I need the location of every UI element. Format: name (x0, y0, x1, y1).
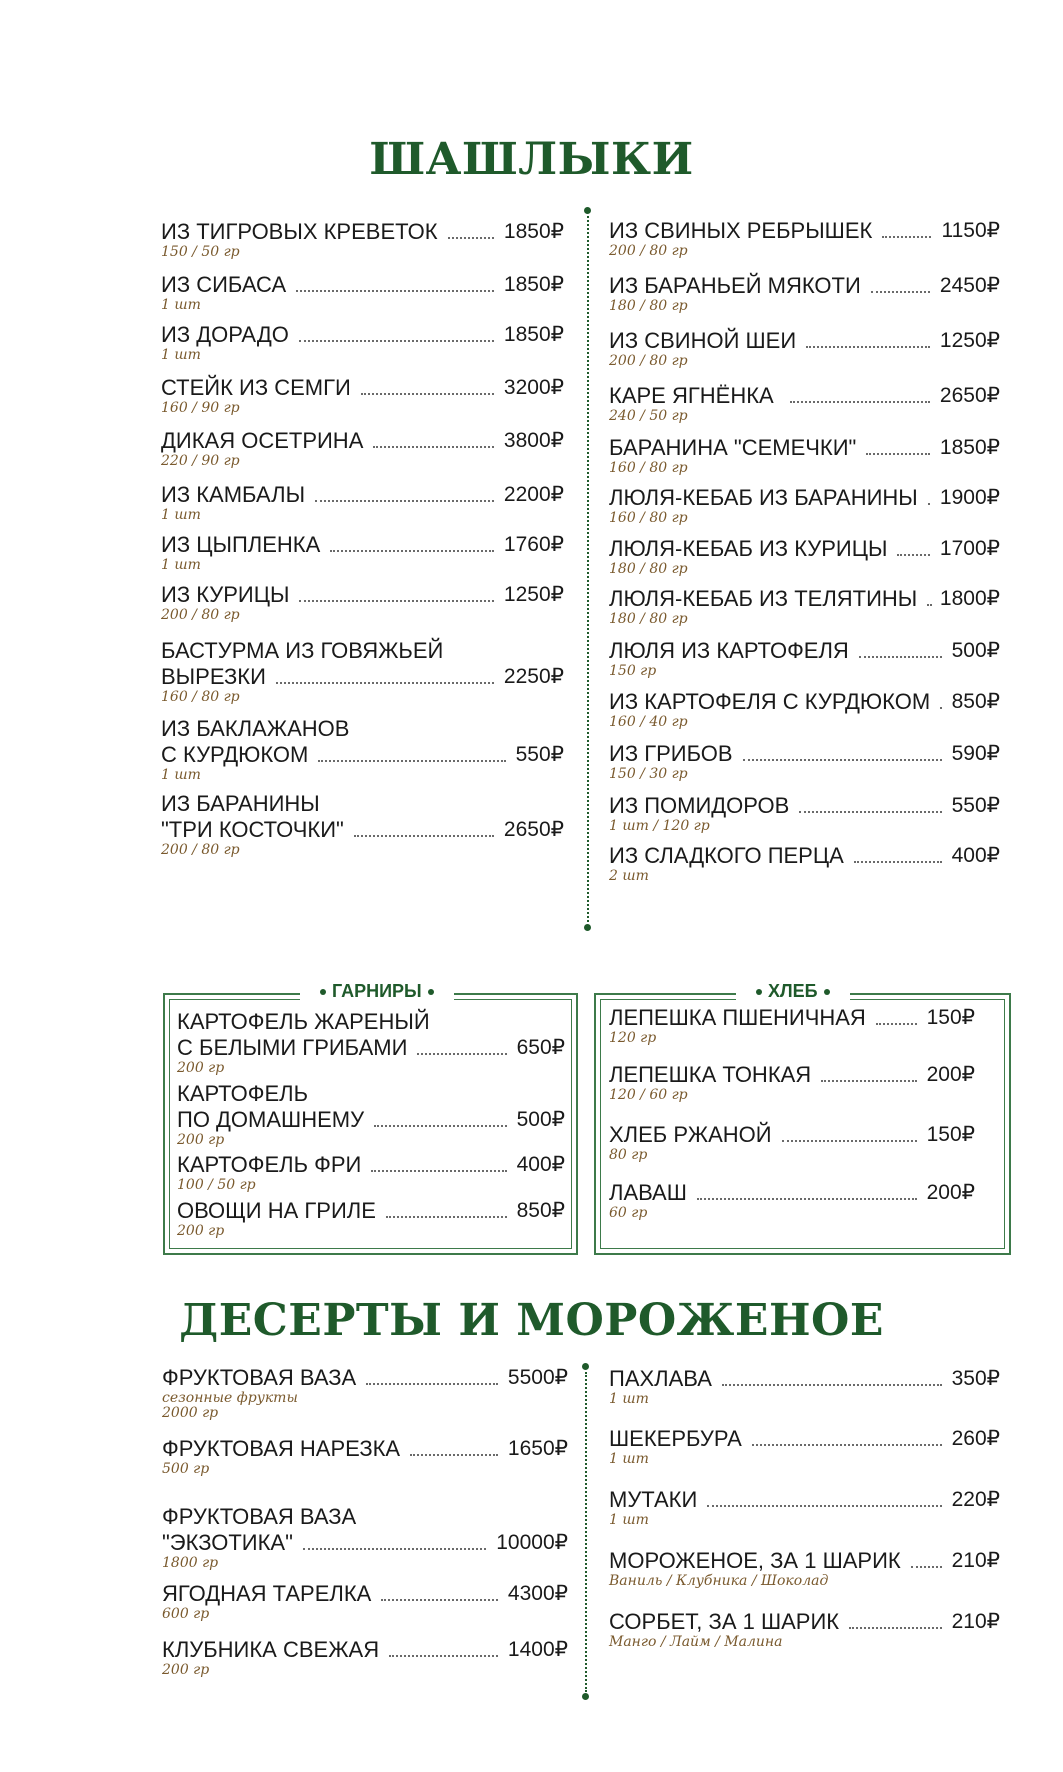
menu-item-price: 200₽ (926, 1063, 975, 1086)
menu-item-weight: 150 / 50 гр (161, 244, 240, 260)
menu-item-name: ПАХЛАВА (609, 1366, 712, 1391)
menu-item-weight: 150 / 30 гр (609, 766, 688, 782)
menu-item-price: 1850₽ (503, 273, 564, 296)
column-divider-deserty (585, 1372, 587, 1692)
menu-item-name: БАРАНИНА "СЕМЕЧКИ" (609, 435, 857, 460)
menu-item-price: 1250₽ (939, 329, 1000, 352)
menu-item-weight: 160 / 80 гр (609, 510, 688, 526)
menu-item-price: 1760₽ (503, 533, 564, 556)
menu-item-price: 400₽ (516, 1153, 565, 1176)
menu-item-name: ЯГОДНАЯ ТАРЕЛКА (162, 1581, 372, 1606)
menu-item-weight: 2 шт (609, 868, 649, 884)
menu-item-weight: 1 шт / 120 гр (609, 818, 710, 834)
menu-item-price: 400₽ (951, 844, 1000, 867)
menu-item-leader-dots (722, 1384, 942, 1386)
menu-item-price: 2450₽ (939, 274, 1000, 297)
menu-item-leader-dots (790, 401, 930, 403)
menu-item-price: 260₽ (951, 1427, 1000, 1450)
menu-item-name: ИЗ ДОРАДО (161, 322, 289, 347)
menu-item-price: 650₽ (516, 1036, 565, 1059)
menu-item-price: 2650₽ (939, 384, 1000, 407)
menu-item-leader-dots (697, 1198, 917, 1200)
menu-item-weight: 120 гр (609, 1030, 657, 1046)
menu-item-leader-dots (354, 835, 494, 837)
menu-item-name: ИЗ БАРАНЬЕЙ МЯКОТИ (609, 273, 861, 298)
menu-item-weight: 200 / 80 гр (161, 842, 240, 858)
menu-item-price: 150₽ (926, 1123, 975, 1146)
menu-item-name: ХЛЕБ РЖАНОЙ (609, 1122, 772, 1147)
menu-item-leader-dots (386, 1216, 507, 1218)
menu-item-name: ОВОЩИ НА ГРИЛЕ (177, 1198, 376, 1223)
menu-item-leader-dots (276, 682, 494, 684)
menu-item-weight: 1 шт (161, 347, 201, 363)
menu-item-price: 2200₽ (503, 483, 564, 506)
menu-item-leader-dots (410, 1454, 498, 1456)
menu-item-price: 2250₽ (503, 665, 564, 688)
menu-item-name-line1: КАРТОФЕЛЬ ЖАРЕНЫЙ (177, 1009, 430, 1034)
menu-item-price: 1850₽ (503, 323, 564, 346)
menu-item-name: ИЗ ТИГРОВЫХ КРЕВЕТОК (161, 219, 438, 244)
heading-dot (756, 989, 762, 995)
menu-item-name: "ТРИ КОСТОЧКИ" (161, 817, 344, 842)
menu-item-leader-dots (318, 760, 505, 762)
menu-item-weight: 220 / 90 гр (161, 453, 240, 469)
menu-item-name: МОРОЖЕНОЕ, ЗА 1 ШАРИК (609, 1548, 901, 1573)
menu-item-leader-dots (448, 237, 494, 239)
menu-item-weight: 200 гр (162, 1662, 210, 1678)
menu-item-weight: 600 гр (162, 1606, 210, 1622)
menu-item-name-line1: КАРТОФЕЛЬ (177, 1081, 309, 1106)
menu-item-leader-dots (882, 236, 931, 238)
menu-item-weight: 200 гр (177, 1060, 225, 1076)
menu-item-leader-dots (871, 291, 930, 293)
menu-item-leader-dots (381, 1599, 498, 1601)
menu-item-leader-dots (806, 346, 930, 348)
menu-item-price: 850₽ (951, 690, 1000, 713)
menu-item-price: 1700₽ (939, 537, 1000, 560)
menu-item-leader-dots (752, 1444, 942, 1446)
menu-item-leader-dots (743, 759, 942, 761)
section-title-shashlyki: ШАШЛЫКИ (369, 134, 694, 185)
menu-item-name: ВЫРЕЗКИ (161, 664, 266, 689)
menu-item-weight: 200 / 80 гр (609, 243, 688, 259)
menu-item-leader-dots (911, 1566, 942, 1568)
menu-item-leader-dots (296, 290, 494, 292)
menu-item-name: ПО ДОМАШНЕМУ (177, 1107, 365, 1132)
menu-item-price: 500₽ (516, 1108, 565, 1131)
menu-item-weight: 160 / 80 гр (609, 460, 688, 476)
menu-item-weight: 180 / 80 гр (609, 561, 688, 577)
menu-item-price: 850₽ (516, 1199, 565, 1222)
menu-item-name: ДИКАЯ ОСЕТРИНА (161, 428, 364, 453)
menu-item-name-line1: ИЗ БАРАНИНЫ (161, 791, 320, 816)
menu-item-leader-dots (854, 861, 942, 863)
menu-item-price: 350₽ (951, 1367, 1000, 1390)
menu-item-leader-dots (371, 1170, 506, 1172)
menu-item-leader-dots (799, 811, 941, 813)
menu-item-leader-dots (389, 1655, 498, 1657)
menu-item-name: ИЗ СЛАДКОГО ПЕРЦА (609, 843, 844, 868)
heading-dot (824, 989, 830, 995)
menu-item-name: СТЕЙК ИЗ СЕМГИ (161, 375, 351, 400)
menu-item-price: 1850₽ (939, 436, 1000, 459)
menu-item-leader-dots (707, 1505, 941, 1507)
menu-item-weight: 240 / 50 гр (609, 408, 688, 424)
menu-item-name: КАРЕ ЯГНЁНКА (609, 383, 774, 408)
menu-item-weight: 1 шт (161, 767, 201, 783)
menu-item-weight-extra: 2000 гр (162, 1405, 219, 1421)
menu-item-leader-dots (876, 1023, 917, 1025)
menu-item-leader-dots (373, 446, 494, 448)
menu-item-name-line1: ИЗ БАКЛАЖАНОВ (161, 716, 350, 741)
menu-item-weight: 160 / 90 гр (161, 400, 240, 416)
menu-item-name: ЛЮЛЯ-КЕБАБ ИЗ КУРИЦЫ (609, 536, 888, 561)
menu-item-price: 590₽ (951, 742, 1000, 765)
heading-dot (320, 989, 326, 995)
menu-item-name-line1: БАСТУРМА ИЗ ГОВЯЖЬЕЙ (161, 638, 444, 663)
section-title-deserty: ДЕСЕРТЫ И МОРОЖЕНОЕ (179, 1295, 884, 1346)
menu-item-price: 550₽ (515, 743, 564, 766)
menu-item-weight: Ваниль / Клубника / Шоколад (609, 1573, 829, 1589)
menu-item-name: МУТАКИ (609, 1487, 698, 1512)
menu-item-price: 210₽ (951, 1610, 1000, 1633)
menu-item-price: 3800₽ (503, 429, 564, 452)
menu-item-name: ФРУКТОВАЯ НАРЕЗКА (162, 1436, 401, 1461)
menu-item-weight: 160 / 80 гр (161, 689, 240, 705)
menu-item-name: ИЗ КУРИЦЫ (161, 582, 290, 607)
menu-item-name: ЛЮЛЯ-КЕБАБ ИЗ ТЕЛЯТИНЫ (609, 586, 918, 611)
menu-item-leader-dots (315, 500, 494, 502)
heading-dot (428, 989, 434, 995)
menu-item-weight: сезонные фрукты (162, 1390, 298, 1406)
menu-item-name: ИЗ ЦЫПЛЕНКА (161, 532, 321, 557)
menu-item-price: 4300₽ (507, 1582, 568, 1605)
menu-item-leader-dots (859, 656, 942, 658)
menu-item-leader-dots (299, 340, 494, 342)
menu-item-price: 5500₽ (507, 1366, 568, 1389)
menu-item-weight: 150 гр (609, 663, 657, 679)
garniry-title: ГАРНИРЫ (332, 981, 422, 1001)
menu-item-price: 210₽ (951, 1549, 1000, 1572)
menu-item-weight: Манго / Лайм / Малина (609, 1634, 783, 1650)
menu-item-name: ЛЮЛЯ-КЕБАБ ИЗ БАРАНИНЫ (609, 485, 918, 510)
menu-item-weight: 1 шт (161, 297, 201, 313)
menu-item-leader-dots (866, 453, 930, 455)
divider-dot-top (582, 1363, 589, 1370)
menu-item-name: "ЭКЗОТИКА" (162, 1530, 293, 1555)
menu-item-name: ИЗ ГРИБОВ (609, 741, 733, 766)
menu-item-price: 3200₽ (503, 376, 564, 399)
divider-dot-bottom (584, 924, 591, 931)
menu-item-weight: 1 шт (609, 1391, 649, 1407)
menu-item-weight: 180 / 80 гр (609, 298, 688, 314)
column-divider-shashlyki (587, 216, 589, 922)
menu-item-leader-dots (928, 503, 930, 505)
menu-item-name: ФРУКТОВАЯ ВАЗА (162, 1365, 357, 1390)
menu-item-weight: 1 шт (161, 507, 201, 523)
menu-item-name: ЛЕПЕШКА ТОНКАЯ (609, 1062, 812, 1087)
menu-item-leader-dots (849, 1627, 942, 1629)
menu-item-price: 500₽ (951, 639, 1000, 662)
menu-item-leader-dots (940, 707, 941, 709)
menu-item-name: СОРБЕТ, ЗА 1 ШАРИК (609, 1609, 840, 1634)
divider-dot-bottom (582, 1693, 589, 1700)
menu-item-leader-dots (417, 1053, 506, 1055)
menu-item-price: 1850₽ (503, 220, 564, 243)
menu-item-weight: 200 гр (177, 1223, 225, 1239)
menu-item-leader-dots (782, 1140, 917, 1142)
menu-item-name: ЛАВАШ (609, 1180, 687, 1205)
menu-item-name: ЛЕПЕШКА ПШЕНИЧНАЯ (609, 1005, 866, 1030)
menu-item-leader-dots (821, 1080, 916, 1082)
menu-item-weight: 500 гр (162, 1461, 210, 1477)
menu-item-weight: 200 / 80 гр (161, 607, 240, 623)
menu-item-price: 1900₽ (939, 486, 1000, 509)
menu-item-price: 550₽ (951, 794, 1000, 817)
menu-item-weight: 60 гр (609, 1205, 648, 1221)
garniry-heading (300, 980, 454, 1002)
menu-item-name: КАРТОФЕЛЬ ФРИ (177, 1152, 362, 1177)
hleb-heading (736, 980, 850, 1002)
menu-item-leader-dots (330, 550, 494, 552)
menu-item-name: ИЗ КАРТОФЕЛЯ С КУРДЮКОМ (609, 689, 931, 714)
menu-item-price: 1800₽ (939, 587, 1000, 610)
menu-item-weight: 1 шт (609, 1451, 649, 1467)
menu-item-weight: 80 гр (609, 1147, 648, 1163)
menu-item-weight: 160 / 40 гр (609, 714, 688, 730)
menu-item-name: ИЗ СВИНЫХ РЕБРЫШЕК (609, 218, 873, 243)
menu-item-leader-dots (366, 1383, 498, 1385)
menu-item-weight: 200 гр (177, 1132, 225, 1148)
menu-item-name: ИЗ КАМБАЛЫ (161, 482, 306, 507)
menu-item-leader-dots (299, 600, 493, 602)
menu-item-name: КЛУБНИКА СВЕЖАЯ (162, 1637, 380, 1662)
menu-item-price: 200₽ (926, 1181, 975, 1204)
menu-item-name: С КУРДЮКОМ (161, 742, 309, 767)
menu-item-name-line1: ФРУКТОВАЯ ВАЗА (162, 1504, 357, 1529)
menu-item-name: ЛЮЛЯ ИЗ КАРТОФЕЛЯ (609, 638, 849, 663)
menu-item-weight: 100 / 50 гр (177, 1177, 256, 1193)
menu-item-name: ИЗ ПОМИДОРОВ (609, 793, 790, 818)
menu-item-weight: 120 / 60 гр (609, 1087, 688, 1103)
menu-item-price: 1650₽ (507, 1437, 568, 1460)
menu-item-name: ШЕКЕРБУРА (609, 1426, 742, 1451)
hleb-title: ХЛЕБ (768, 981, 818, 1001)
menu-item-price: 150₽ (926, 1006, 975, 1029)
menu-item-leader-dots (897, 554, 929, 556)
menu-item-leader-dots (361, 393, 494, 395)
menu-item-leader-dots (374, 1125, 507, 1127)
menu-item-leader-dots (927, 604, 930, 606)
menu-item-weight: 1 шт (609, 1512, 649, 1528)
menu-item-price: 1400₽ (507, 1638, 568, 1661)
menu-item-price: 10000₽ (496, 1531, 568, 1554)
menu-item-price: 220₽ (951, 1488, 1000, 1511)
menu-item-leader-dots (303, 1548, 486, 1550)
menu-item-price: 1250₽ (503, 583, 564, 606)
menu-item-weight: 180 / 80 гр (609, 611, 688, 627)
menu-item-name: ИЗ СИБАСА (161, 272, 287, 297)
menu-item-price: 1150₽ (941, 219, 1000, 242)
menu-item-name: ИЗ СВИНОЙ ШЕИ (609, 328, 797, 353)
menu-item-weight: 200 / 80 гр (609, 353, 688, 369)
menu-item-price: 2650₽ (503, 818, 564, 841)
divider-dot-top (584, 207, 591, 214)
menu-item-name: С БЕЛЫМИ ГРИБАМИ (177, 1035, 408, 1060)
menu-item-weight: 1800 гр (162, 1555, 219, 1571)
menu-item-weight: 1 шт (161, 557, 201, 573)
